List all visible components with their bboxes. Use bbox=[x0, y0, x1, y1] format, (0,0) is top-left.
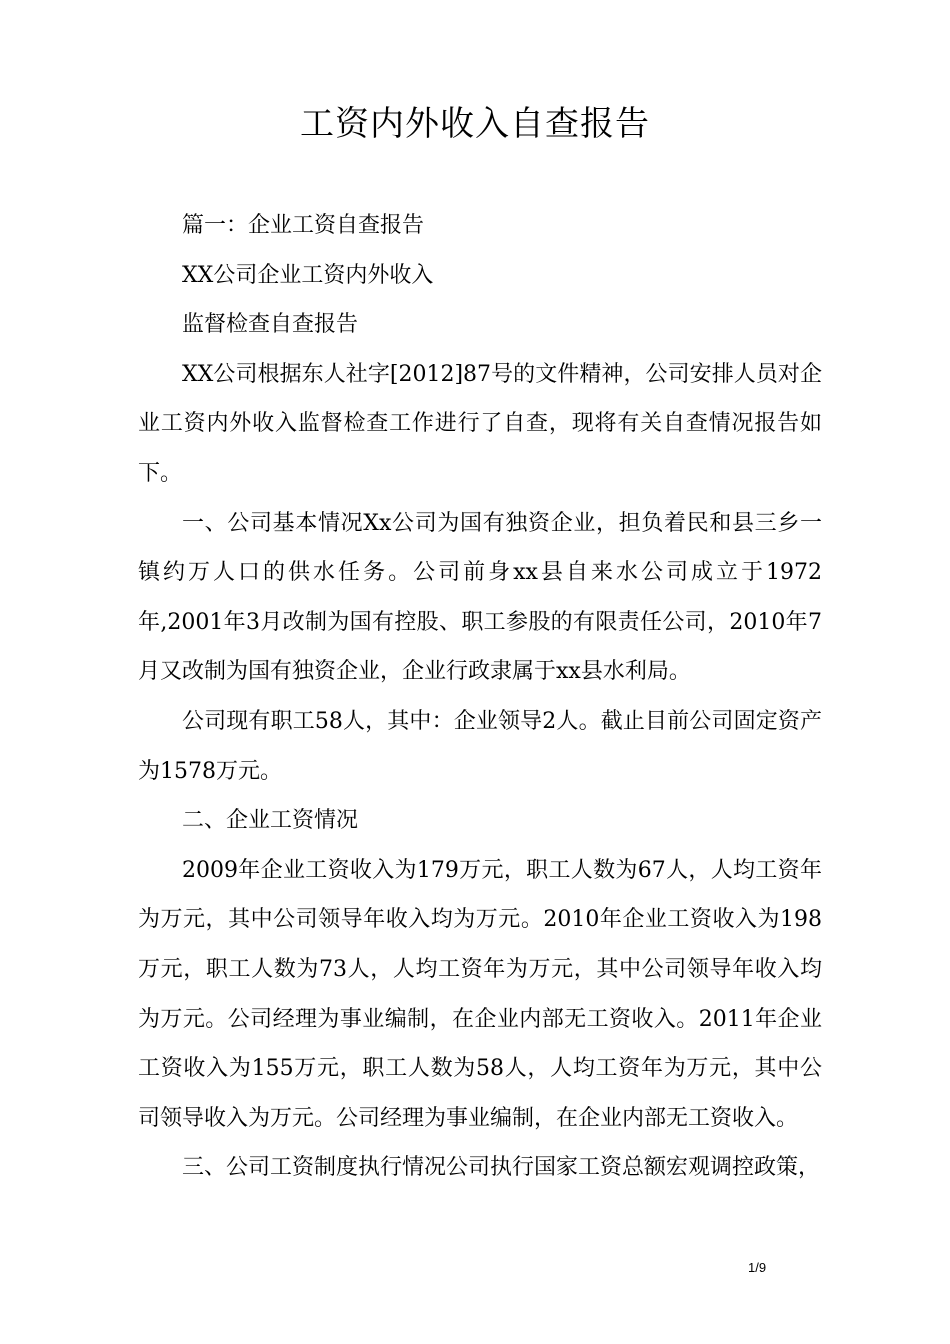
paragraph-report-heading: 监督检查自查报告 bbox=[182, 312, 359, 338]
paragraph-wage-heading: 二、企业工资情况 bbox=[182, 808, 359, 834]
paragraph-section-heading: 篇一：企业工资自查报告 bbox=[182, 213, 425, 238]
page-number: 1/9 bbox=[748, 1260, 767, 1275]
paragraph-intro: XX公司根据东人社字[2012]87号的文件精神，公司安排人员对企业工资内外收入监督检查工作进行了自查，现将有关自查情况报告如下。 bbox=[138, 361, 822, 486]
paragraph-company-heading: XX公司企业工资内外收入 bbox=[182, 262, 434, 288]
paragraph-wage-policy: 三、公司工资制度执行情况公司执行国家工资总额宏观调控政策， bbox=[182, 1155, 821, 1181]
document-body bbox=[138, 201, 822, 1193]
paragraph-basic-info: 一、公司基本情况Xx公司为国有独资企业，担负着民和县三乡一镇约万人口的供水任务。公司前身xx县自来水公司成立于1972年,2001年3月改制为国有控股、职工参股的有限责任公司，2010年7月又改制为国有独资企业，企业行政隶属于xx县水利局。 bbox=[138, 510, 822, 685]
paragraph-staff-assets: 公司现有职工58人，其中：企业领导2人。截止目前公司固定资产为1578万元。 bbox=[138, 708, 822, 784]
paragraph-wage-details: 2009年企业工资收入为179万元，职工人数为67人，人均工资年为万元，其中公司领导年收入均为万元。2010年企业工资收入为198万元，职工人数为73人，人均工资年为万元，其中公司领导年收入均为万元。公司经理为事业编制，在企业内部无工资收入。2011年企业工资收入为155万元，职工人数为58人，人均工资年为万元，其中公司领导收入为万元。公司经理为事业编制，在企业内部无工资收入。 bbox=[138, 857, 822, 1131]
document-title: 工资内外收入自查报告 bbox=[300, 104, 650, 144]
